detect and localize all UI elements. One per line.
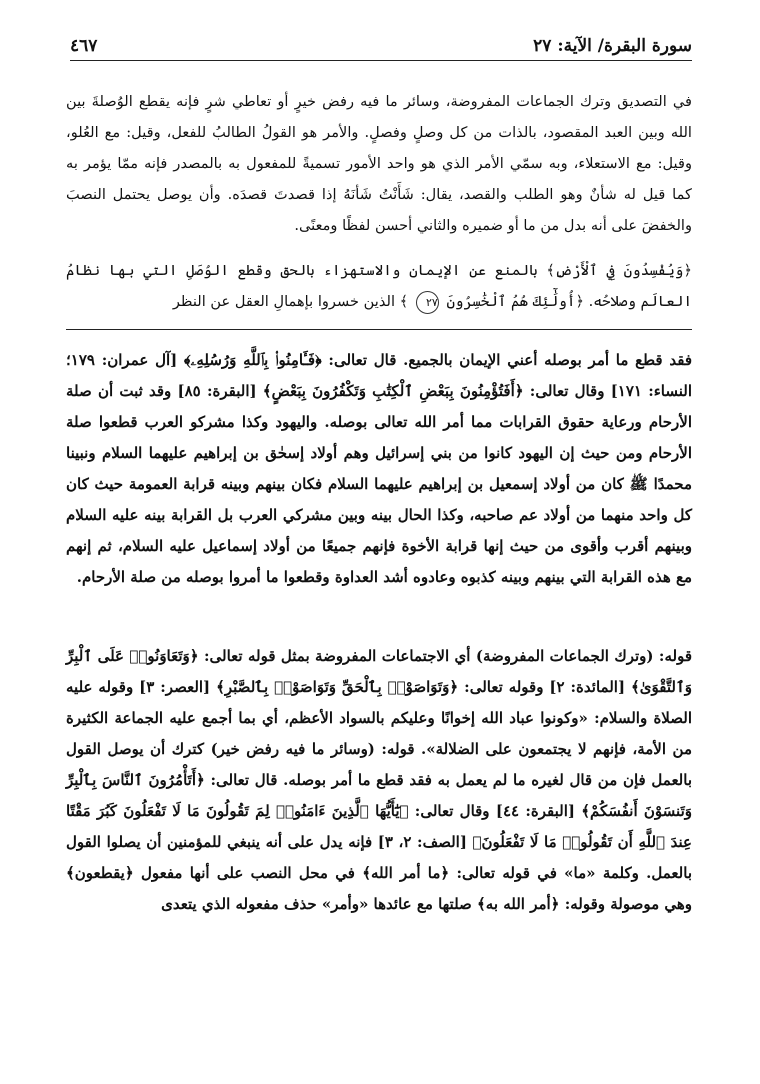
- section-divider: [66, 329, 692, 330]
- paragraph-gap: [66, 608, 692, 626]
- commentary-paragraph-1: [66, 345, 692, 593]
- ayah-tafsir-part1: ﴿وَيُفْسِدُونَ فِي ٱلْأَرْضِ﴾ بالمنع عن الإيمان والاستهزاء بالحق وقطع الوُصَلِ التي بها نظامُ العالَم وصلاحُه. ﴿أُولَٰٓئِكَ هُمُ ٱلْخَٰسِرُونَ: [66, 262, 692, 310]
- ayah-number-badge: ٢٧: [416, 291, 439, 314]
- page-body: [66, 86, 692, 935]
- page-number: ٤٦٧: [70, 36, 98, 56]
- commentary-text-2: قوله: (وترك الجماعات المفروضة) أي الاجتماعات المفروضة بمثل قوله تعالى: ﴿وَتَعَاوَنُوا۟ عَلَى ٱلْبِرِّ وَٱلتَّقْوَىٰ﴾ [المائدة: ٢] وقوله تعالى: ﴿وَتَوَاصَوْا۟ بِٱلْحَقِّ وَتَوَاصَوْا۟ بِٱلصَّبْرِ﴾ [العصر: ٣] وقوله عليه الصلاة والسلام: «وكونوا عباد الله إخوانًا وعليكم بالسواد الأعظم، أي بما أجمع عليه الجماعة الكثيرة من الأمة، فإنهم لا يجتمعون على الضلالة». قوله: (وسائر ما فيه رفض خير) كترك أن يوصل القول بالعمل فإن من قال لغيره ما لم يعمل به فقد قطع ما أمر بوصله. قال تعالى: ﴿أَتَأْمُرُونَ ٱلنَّاسَ بِٱلْبِرِّ وَتَنسَوْنَ أَنفُسَكُمْ﴾ [البقرة: ٤٤] وقال تعالى: ﴿يَٰٓأَيُّهَا ٱلَّذِينَ ءَامَنُوا۟ لِمَ تَقُولُونَ مَا لَا تَفْعَلُونَ كَبُرَ مَقْتًا عِندَ ٱللَّهِ أَن تَقُولُوا۟ مَا لَا تَفْعَلُونَ﴾ [الصف: ٢، ٣] فإنه يدل على أنه ينبغي للمؤمنين أن يصلوا القول بالعمل. وكلمة «ما» في قوله تعالى: ﴿ما أمر الله﴾ في محل النصب على أنها مفعول ﴿يقطعون﴾ وهي موصولة وقوله: ﴿أمر الله به﴾ صلتها مع عائدها «وأمر» حذف مفعوله الذي يتعدى: [66, 647, 692, 913]
- commentary-paragraph-2: [66, 641, 692, 920]
- ayah-tafsir-part2: ﴾ الذين خسروا بإهمالِ العقل عن النظر: [172, 293, 409, 310]
- ayah-tafsir: [66, 255, 692, 317]
- surah-ayah-title: سورة البقرة/ الآية: ٢٧: [533, 36, 692, 56]
- commentary-text-1: فقد قطع ما أمر بوصله أعني الإيمان بالجميع. قال تعالى: ﴿فَـَٔامِنُوا۟ بِٱللَّهِ وَرُسُلِهِۦ﴾ [آل عمران: ١٧٩؛ النساء: ١٧١] وقال تعالى: ﴿أَفَتُؤْمِنُونَ بِبَعْضِ ٱلْكِتَٰبِ وَتَكْفُرُونَ بِبَعْضٍ﴾ [البقرة: ٨٥] وقد ثبت أن صلة الأرحام ورعاية حقوق القرابات مما أمر الله تعالى بوصله. واليهود وكذا مشركو العرب قطعوا صلة الأرحام ومن حيث إن اليهود كانوا من بني إسرائيل وهم أولاد إسحٰق بن إبراهيم عليهما السلام ونبينا محمدًا ﷺ كان من أولاد إسمعيل بن إبراهيم عليهما السلام فكان بينهم وبينه قرابة العمومة حيث كان كل واحد منهما من أولاد عم صاحبه، وكذا الحال بينه وبين مشركي العرب بل القرابة بينه عليه السلام وبينهم أقرب وأقوى من حيث إنها قرابة الأخوة فإنهم جميعًا من أولاد إسماعيل عليه السلام، ثم إنهم مع هذه القرابة التي بينهم وبينه كذبوه وعادوه أشد العداوة وقطعوا ما أمروا بوصله من صلة الأرحام.: [66, 351, 692, 586]
- page-header: [70, 26, 692, 61]
- matn-paragraph: [66, 86, 692, 241]
- matn-text: في التصديق وترك الجماعات المفروضة، وسائر ما فيه رفض خيرٍ أو تعاطي شرٍ فإنه يقطع الوُصلةَ بين الله وبين العبد المقصود، بالذات من كل وصلٍ وفصلٍ. والأمر هو القولُ الطالبُ للفعل، وقيل: مع العُلو، وقيل: مع الاستعلاء، وبه سمّي الأمر الذي هو واحد الأمور تسميةً للمفعول به بالمصدر فإنه ممّا يؤمر به كما قيل له شأنٌ وهو الطلب والقصد، يقال: شَأَنْتُ شَأنَهُ إذا قصدتَ قصدَه. وأن يوصل يحتمل النصبَ والخفضَ على أنه بدل من ما أو ضميره والثاني أحسن لفظًا ومعنًى.: [66, 93, 692, 234]
